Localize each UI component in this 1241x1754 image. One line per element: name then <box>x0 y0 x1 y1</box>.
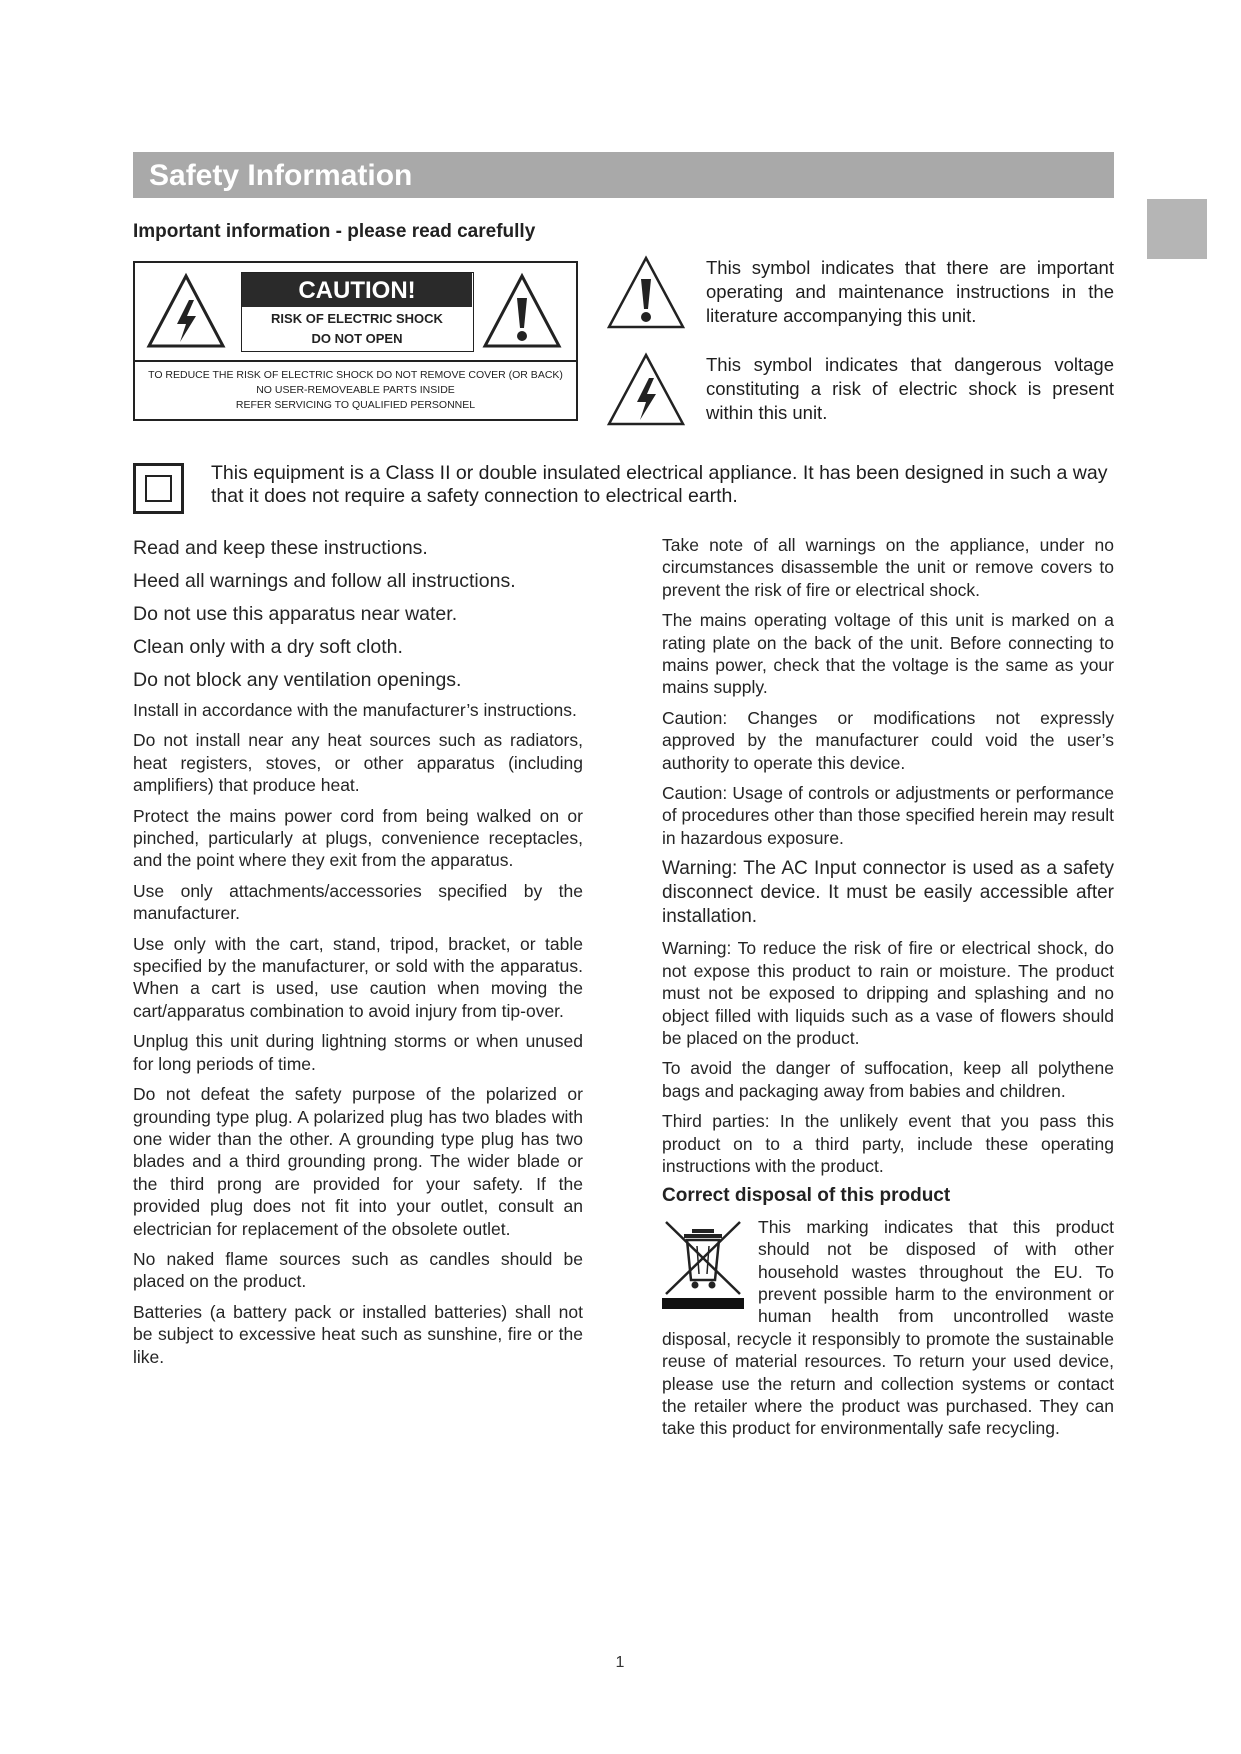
disposal-heading: Correct disposal of this product <box>662 1185 951 1207</box>
instruction-paragraph: Install in accordance with the manufacturer’s instructions. <box>133 700 577 720</box>
exclamation-warning-icon <box>481 272 563 352</box>
crossed-out-bin-icon <box>662 1218 744 1310</box>
caution-label <box>133 261 578 421</box>
disposal-text: This marking indicates that this product should not be disposed of with other household wastes throughout the EU. To prevent possible harm to the environment or human health from uncontrolled waste disposal, recycle it responsibly to promote the sustainable reuse of material resources. To return your used device, please use the return and collection systems or contact the retailer where the product was purchased. They can take this product for environmentally safe recycling. <box>662 1216 1114 1439</box>
instruction-paragraph: Do not install near any heat sources such as radiators, heat registers, stoves, or other apparatus (including amplifiers) that produce heat. <box>133 730 583 796</box>
section-header-bar <box>133 152 1114 198</box>
instruction-paragraph: Protect the mains power cord from being walked on or pinched, particularly at plugs, convenience receptacles, and the point where they exit from the apparatus. <box>133 805 583 871</box>
instruction-item: Do not use this apparatus near water. <box>133 603 458 625</box>
instruction-paragraph: Unplug this unit during lightning storms or when unused for long periods of time. <box>133 1031 583 1074</box>
caution-frame <box>241 272 474 352</box>
warning-paragraph: Warning: To reduce the risk of fire or electrical shock, do not expose this product to rain or moisture. The product must not be exposed to dripping and splashing and no object filled with liquids such as a vase of flowers should be placed on the product. <box>662 938 1114 1048</box>
caution-line-2: DO NOT OPEN <box>311 331 403 346</box>
page-title: Safety Information <box>149 159 413 192</box>
left-column <box>133 532 583 1368</box>
instruction-item: Heed all warnings and follow all instructions. <box>133 570 516 592</box>
class-ii-icon <box>133 463 184 514</box>
warning-paragraph: The mains operating voltage of this unit is marked on a rating plate on the back of the unit. Before connecting to mains power, check that the voltage is the same as your mains supply. <box>662 610 1114 698</box>
instruction-paragraph: Do not defeat the safety purpose of the polarized or grounding type plug. A polarized plug has two blades with one wider than the other. A grounding type plug has two blades and a third grounding prong. The wider blade or the third prong are provided for your safety. If the provided plug does not fit into your outlet, consult an electrician for replacement of the obsolete outlet. <box>133 1084 583 1239</box>
warning-paragraph: Caution: Usage of controls or adjustments or performance of procedures other than those specified herein may result in hazardous exposure. <box>662 783 1114 848</box>
instruction-item: Do not block any ventilation openings. <box>133 669 462 691</box>
lightning-warning-icon <box>145 272 227 352</box>
exclamation-symbol-text: This symbol indicates that there are important operating and maintenance instructions in the literature accompanying this unit. <box>706 257 1114 326</box>
class-ii-text: This equipment is a Class II or double insulated electrical appliance. It has been designed in such a way that it does not require a safety connection to electrical earth. <box>211 462 1108 507</box>
caution-title: CAUTION! <box>242 273 472 307</box>
instruction-item: Clean only with a dry soft cloth. <box>133 636 403 658</box>
caution-bottom-line-3: REFER SERVICING TO QUALIFIED PERSONNEL <box>235 399 476 411</box>
page-number: 1 <box>615 1654 625 1671</box>
subtitle: Important information - please read carefully <box>133 221 536 242</box>
instruction-paragraph: Use only attachments/accessories specified by the manufacturer. <box>133 880 583 924</box>
side-tab-marker <box>1147 199 1207 259</box>
instruction-paragraph: No naked flame sources such as candles should be placed on the product. <box>133 1248 583 1292</box>
disposal-block <box>662 1216 1114 1440</box>
right-column <box>662 534 1114 1448</box>
lightning-symbol-text: This symbol indicates that dangerous voltage constituting a risk of electric shock is present within this unit. <box>706 354 1114 423</box>
instruction-paragraph: Use only with the cart, stand, tripod, bracket, or table specified by the manufacturer, or sold with the apparatus. When a cart is used, use caution when moving the cart/apparatus combination to avoid injury from tip-over. <box>133 933 583 1021</box>
warning-paragraph: To avoid the danger of suffocation, keep all polythene bags and packaging away from babies and children. <box>662 1058 1114 1101</box>
warning-paragraph: Caution: Changes or modifications not expressly approved by the manufacturer could void the user’s authority to operate this device. <box>662 707 1114 773</box>
caution-line-1: RISK OF ELECTRIC SHOCK <box>271 311 443 326</box>
exclamation-symbol-icon <box>605 255 687 331</box>
warning-paragraph: Take note of all warnings on the appliance, under no circumstances disassemble the unit or remove covers to prevent the risk of fire or electrical shock. <box>662 535 1114 600</box>
caution-bottom-line-1: TO REDUCE THE RISK OF ELECTRIC SHOCK DO NOT REMOVE COVER (OR BACK) <box>148 369 563 381</box>
instruction-paragraph: Batteries (a battery pack or installed batteries) shall not be subject to excessive heat such as sunshine, fire or the like. <box>133 1301 583 1367</box>
ac-input-warning: Warning: The AC Input connector is used as a safety disconnect device. It must be easily accessible after installation. <box>662 858 1114 928</box>
caution-bottom-line-2: NO USER-REMOVEABLE PARTS INSIDE <box>256 384 455 396</box>
lightning-symbol-icon <box>605 352 687 428</box>
instruction-item: Read and keep these instructions. <box>133 537 428 559</box>
warning-paragraph: Third parties: In the unlikely event that you pass this product on to a third party, include these operating instructions with the product. <box>662 1111 1114 1176</box>
caution-divider <box>135 360 576 362</box>
class-ii-inner-square <box>145 475 172 502</box>
